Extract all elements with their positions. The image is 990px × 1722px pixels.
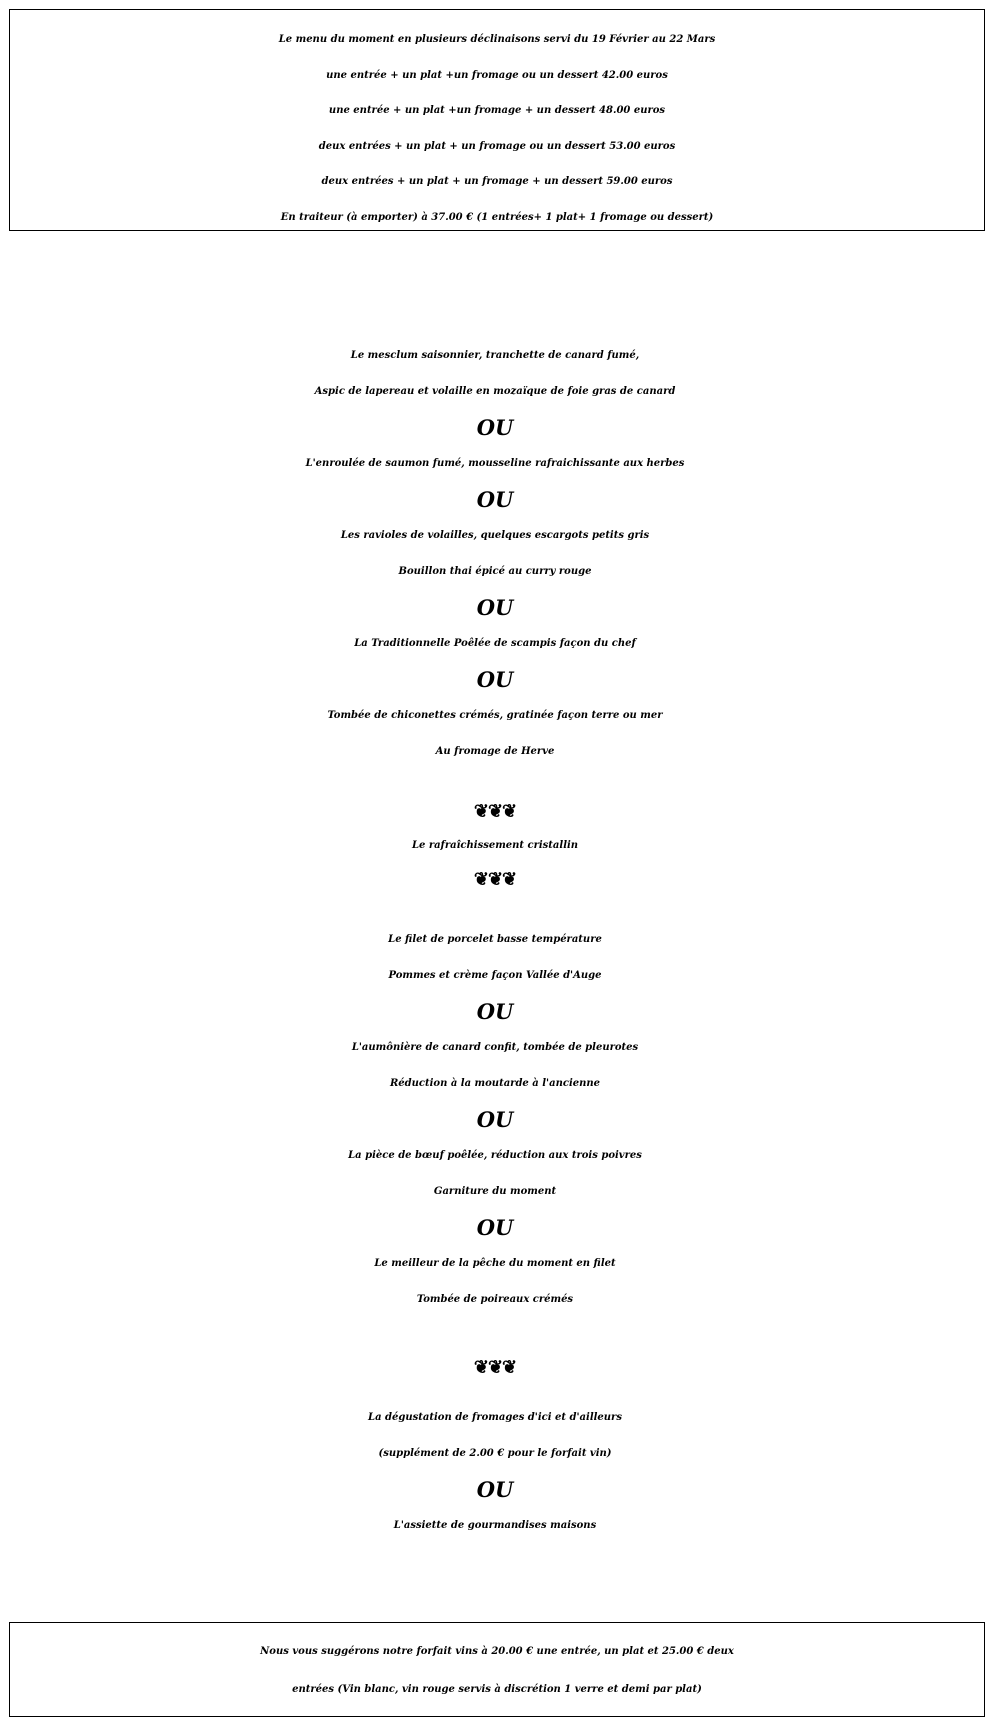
ornament-divider: ❦❦❦	[473, 869, 517, 890]
main-3-line-2: Garniture du moment	[433, 1186, 557, 1197]
pricing-option-59: deux entrées + un plat + un fromage + un dessert 59.00 euros	[321, 176, 673, 187]
or-separator: OU	[476, 1215, 514, 1240]
or-separator: OU	[476, 487, 514, 512]
starter-5-line-1: Tombée de chiconettes crémés, gratinée façon terre ou mer	[327, 710, 663, 721]
wine-pairing-line-2: entrées (Vin blanc, vin rouge servis à discrétion 1 verre et demi par plat)	[292, 1684, 702, 1695]
wine-pairing-line-1: Nous vous suggérons notre forfait vins à 20.00 € une entrée, un plat et 25.00 € deux	[260, 1646, 734, 1657]
menu-pricing-box	[9, 9, 985, 231]
starter-1-line-2: Aspic de lapereau et volaille en mozaïque de foie gras de canard	[314, 386, 676, 397]
desserts-section	[0, 1400, 990, 1544]
starter-4-line-1: La Traditionnelle Poêlée de scampis façon du chef	[354, 638, 636, 649]
or-separator: OU	[476, 667, 514, 692]
pricing-takeaway: En traiteur (à emporter) à 37.00 € (1 entrées+ 1 plat+ 1 fromage ou dessert)	[280, 211, 714, 223]
starter-3-line-2: Bouillon thai épicé au curry rouge	[398, 566, 592, 577]
dessert-1-line-1: La dégustation de fromages d'ici et d'ailleurs	[368, 1412, 622, 1423]
main-1-line-2: Pommes et crème façon Vallée d'Auge	[388, 970, 602, 981]
main-2-line-1: L'aumônière de canard confit, tombée de pleurotes	[351, 1042, 639, 1053]
wine-pairing-box	[9, 1622, 985, 1717]
ornament-divider: ❦❦❦	[473, 1357, 517, 1378]
starters-section	[0, 338, 990, 770]
or-separator: OU	[476, 415, 514, 440]
dessert-1-line-2: (supplément de 2.00 € pour le forfait vin)	[378, 1448, 612, 1459]
pricing-option-48: une entrée + un plat +un fromage + un dessert 48.00 euros	[328, 105, 666, 116]
pricing-heading: Le menu du moment en plusieurs déclinaisons servi du 19 Février au 22 Mars	[278, 34, 716, 45]
intermezzo: Le rafraîchissement cristallin	[411, 840, 579, 851]
main-4-line-1: Le meilleur de la pêche du moment en filet	[374, 1258, 616, 1269]
main-4-line-2: Tombée de poireaux crémés	[416, 1294, 574, 1305]
starter-3-line-1: Les ravioles de volailles, quelques escargots petits gris	[340, 530, 650, 541]
pricing-option-53: deux entrées + un plat + un fromage ou un dessert 53.00 euros	[318, 140, 676, 152]
pricing-option-42: une entrée + un plat +un fromage ou un dessert 42.00 euros	[326, 69, 668, 81]
ornament-divider: ❦❦❦	[473, 801, 517, 822]
main-2-line-2: Réduction à la moutarde à l'ancienne	[389, 1078, 601, 1089]
dessert-2-line-1: L'assiette de gourmandises maisons	[393, 1520, 597, 1531]
starter-1-line-1: Le mesclum saisonnier, tranchette de canard fumé,	[350, 350, 640, 361]
mains-section	[0, 922, 990, 1318]
main-3-line-1: La pièce de bœuf poêlée, réduction aux trois poivres	[348, 1150, 642, 1161]
or-separator: OU	[476, 999, 514, 1024]
or-separator: OU	[476, 595, 514, 620]
or-separator: OU	[476, 1477, 514, 1502]
starter-2-line-1: L'enroulée de saumon fumé, mousseline rafraichissante aux herbes	[305, 458, 685, 469]
menu-body	[0, 338, 990, 1544]
starter-5-line-2: Au fromage de Herve	[435, 746, 555, 757]
or-separator: OU	[476, 1107, 514, 1132]
main-1-line-1: Le filet de porcelet basse température	[388, 934, 602, 945]
